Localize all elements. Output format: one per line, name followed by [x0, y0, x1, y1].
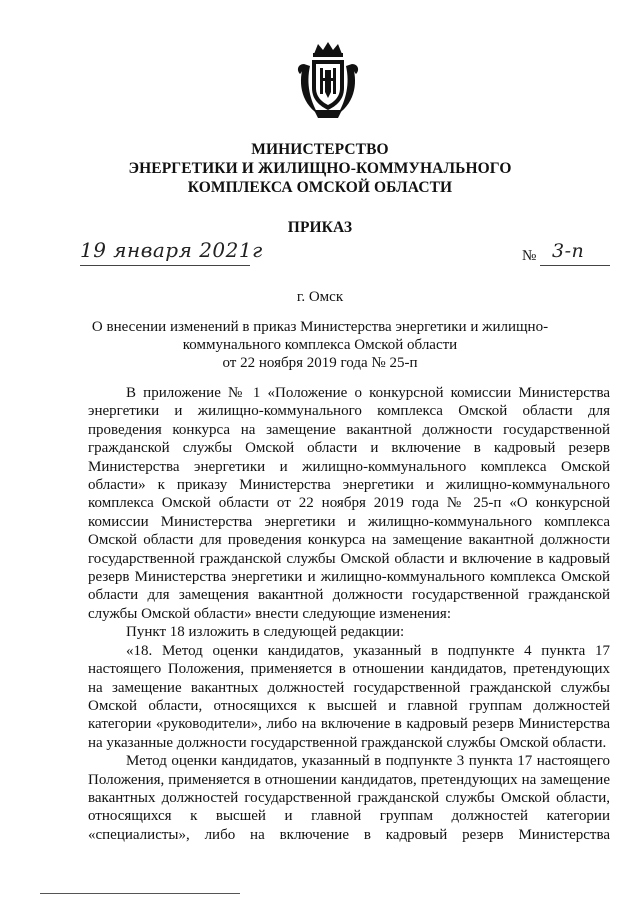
- order-title-line2: коммунального комплекса Омской области: [182, 337, 458, 353]
- footer-rule: [40, 893, 240, 894]
- date-underline: [80, 265, 250, 266]
- city: г. Омск: [296, 289, 344, 305]
- handwritten-date: 19 января 2021г: [80, 238, 263, 262]
- number-underline: [540, 265, 610, 266]
- order-title-line3: от 22 ноября 2019 года № 25-п: [222, 355, 418, 371]
- number-sign: №: [522, 248, 537, 264]
- omsk-coat-of-arms-icon: [296, 40, 360, 120]
- handwritten-order-number: 3-п: [552, 240, 585, 262]
- paragraph-2: Пункт 18 изложить в следующей редакции:: [126, 624, 405, 641]
- document-type: ПРИКАЗ: [287, 219, 353, 236]
- paragraph-1: В приложение № 1 «Положение о конкурсной комиссии Министерства энергетики и жилищно-коммунального комплекса Омской области для проведения конкурса на замещение вакантной должности государственной гражданской службы Омской области и включение в кадровый резерв Министерства энергетики и жилищно-коммунального комплекса Омской области» к приказу Министерства энергетики и жилищно-коммунального комплекса Омской области от 22 ноября 2019 года № 25-п «О конкурсной комиссии Министерства энергетики и жилищно-коммунального комплекса Омской области для проведения конкурса на замещение вакантной должности государственной гражданской службы Омской области и включение в кадровый резерв Министерства энергетики и жилищно-коммунального комплекса Омской области для замещения вакантной должности государственной гражданской службы Омской области» внести следующие изменения:: [88, 385, 610, 622]
- order-title-line1: О внесении изменений в приказ Министерства энергетики и жилищно-: [91, 319, 549, 335]
- paragraph-3: «18. Метод оценки кандидатов, указанный в подпункте 4 пункта 17 настоящего Положения, применяется в отношении кандидатов, претендующих на замещение вакантных должностей государственной гражданской службы Омской области, относящихся к высшей и главной группам должностей категории «руководители», либо на включение в кадровый резерв Министерства на указанные должности государственной гражданской службы Омской области.: [88, 642, 610, 751]
- order-body: [88, 384, 610, 844]
- ministry-title-line2: ЭНЕРГЕТИКИ И ЖИЛИЩНО-КОММУНАЛЬНОГО: [128, 160, 512, 177]
- ministry-title-line1: МИНИСТЕРСТВО: [251, 141, 389, 158]
- paragraph-4: Метод оценки кандидатов, указанный в подпункте 3 пункта 17 настоящего Положения, применяется в отношении кандидатов, претендующих на замещение вакантных должностей государственной гражданской службы Омской области, относящихся к высшей и главной группам должностей категории «специалисты», либо на включение в кадровый резерв Министерства: [88, 753, 610, 843]
- ministry-title-line3: КОМПЛЕКСА ОМСКОЙ ОБЛАСТИ: [187, 179, 453, 196]
